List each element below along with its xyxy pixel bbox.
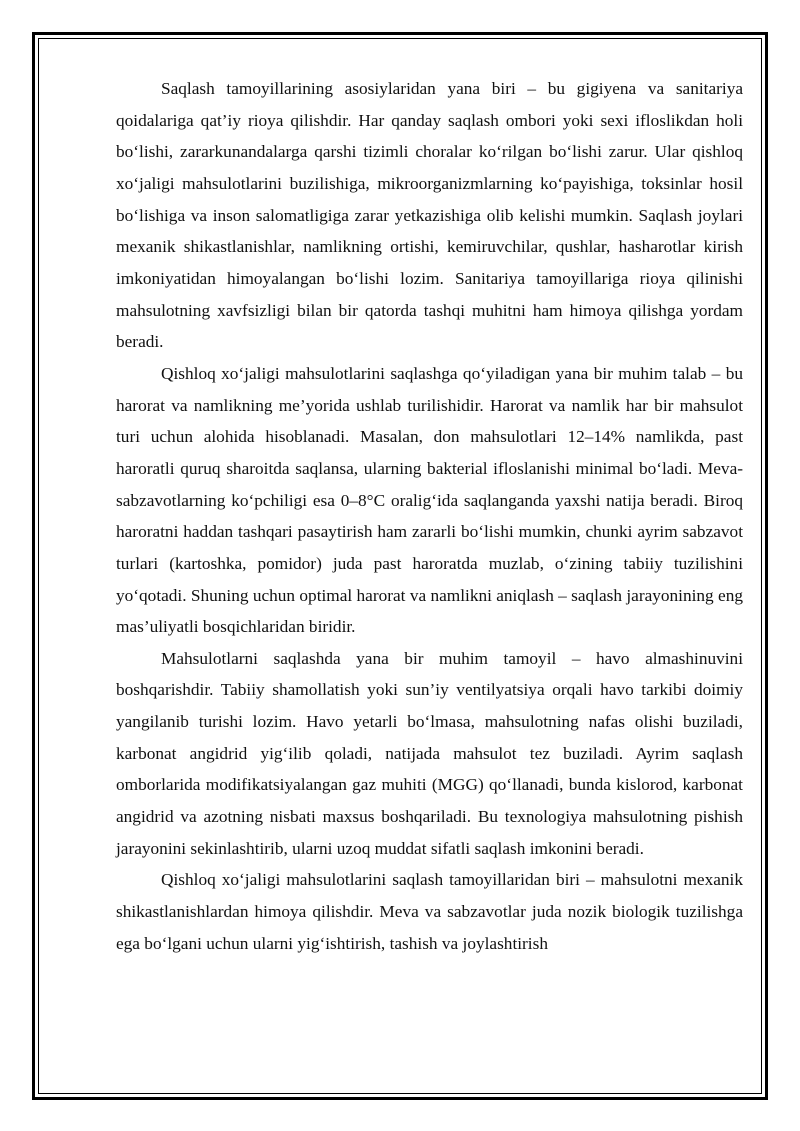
- paragraph-4: Qishloq xo‘jaligi mahsulotlarini saqlash tamoyillaridan biri – mahsulotni mexanik shikastlanishlardan himoya qilishdir. Meva va sabzavotlar juda nozik biologik tuzilishga ega bo‘lgani uchun ularni yig‘ishtirish, tashish va joylashtirish: [116, 870, 743, 953]
- document-body: [116, 73, 743, 959]
- paragraph-3: Mahsulotlarni saqlashda yana bir muhim tamoyil – havo almashinuvini boshqarishdir. Tabiiy shamollatish yoki sun’iy ventilyatsiya orqali havo tarkibi doimiy yangilanib turishi lozim. Havo yetarli bo‘lmasa, mahsulotning nafas olishi buziladi, karbonat angidrid yig‘ilib qoladi, natijada mahsulot tez buziladi. Ayrim saqlash omborlarida modifikatsiyalangan gaz muhiti (MGG) qo‘llanadi, bunda kislorod, karbonat angidrid va azotning nisbati maxsus boshqariladi. Bu texnologiya mahsulotning pishish jarayonini sekinlashtirib, ularni uzoq muddat sifatli saqlash imkonini beradi.: [116, 648, 743, 858]
- paragraph-2: Qishloq xo‘jaligi mahsulotlarini saqlashga qo‘yiladigan yana bir muhim talab – bu harorat va namlikning me’yorida ushlab turilishidir. Harorat va namlik har bir mahsulot turi uchun alohida hisoblanadi. Masalan, don mahsulotlari 12–14% namlikda, past haroratli quruq sharoitda saqlansa, ularning bakterial ifloslanishi minimal bo‘ladi. Meva-sabzavotlarning ko‘pchiligi esa 0–8°C oralig‘ida saqlanganda yaxshi natija beradi. Biroq haroratni haddan tashqari pasaytirish ham zararli bo‘lishi mumkin, chunki ayrim sabzavot turlari (kartoshka, pomidor) juda past haroratda muzlab, o‘zining tabiiy tuzilishini yo‘qotadi. Shuning uchun optimal harorat va namlikni aniqlash – saqlash jarayonining eng mas’uliyatli bosqichlaridan biridir.: [116, 363, 743, 637]
- paragraph-1: Saqlash tamoyillarining asosiylaridan yana biri – bu gigiyena va sanitariya qoidalariga qat’iy rioya qilishdir. Har qanday saqlash ombori yoki sexi ifloslikdan holi bo‘lishi, zararkunandalarga qarshi tizimli choralar ko‘rilgan bo‘lishi zarur. Ular qishloq xo‘jaligi mahsulotlarini buzilishiga, mikroorganizmlarning ko‘payishiga, toksinlar hosil bo‘lishiga va inson salomatligiga zarar yetkazishiga olib kelishi mumkin. Saqlash joylari mexanik shikastlanishlar, namlikning ortishi, kemiruvchilar, qushlar, hasharotlar kirish imkoniyatidan himoyalangan bo‘lishi lozim. Sanitariya tamoyillariga rioya qilinishi mahsulotning xavfsizligi bilan bir qatorda tashqi muhitni ham himoya qilishga yordam beradi.: [116, 79, 743, 352]
